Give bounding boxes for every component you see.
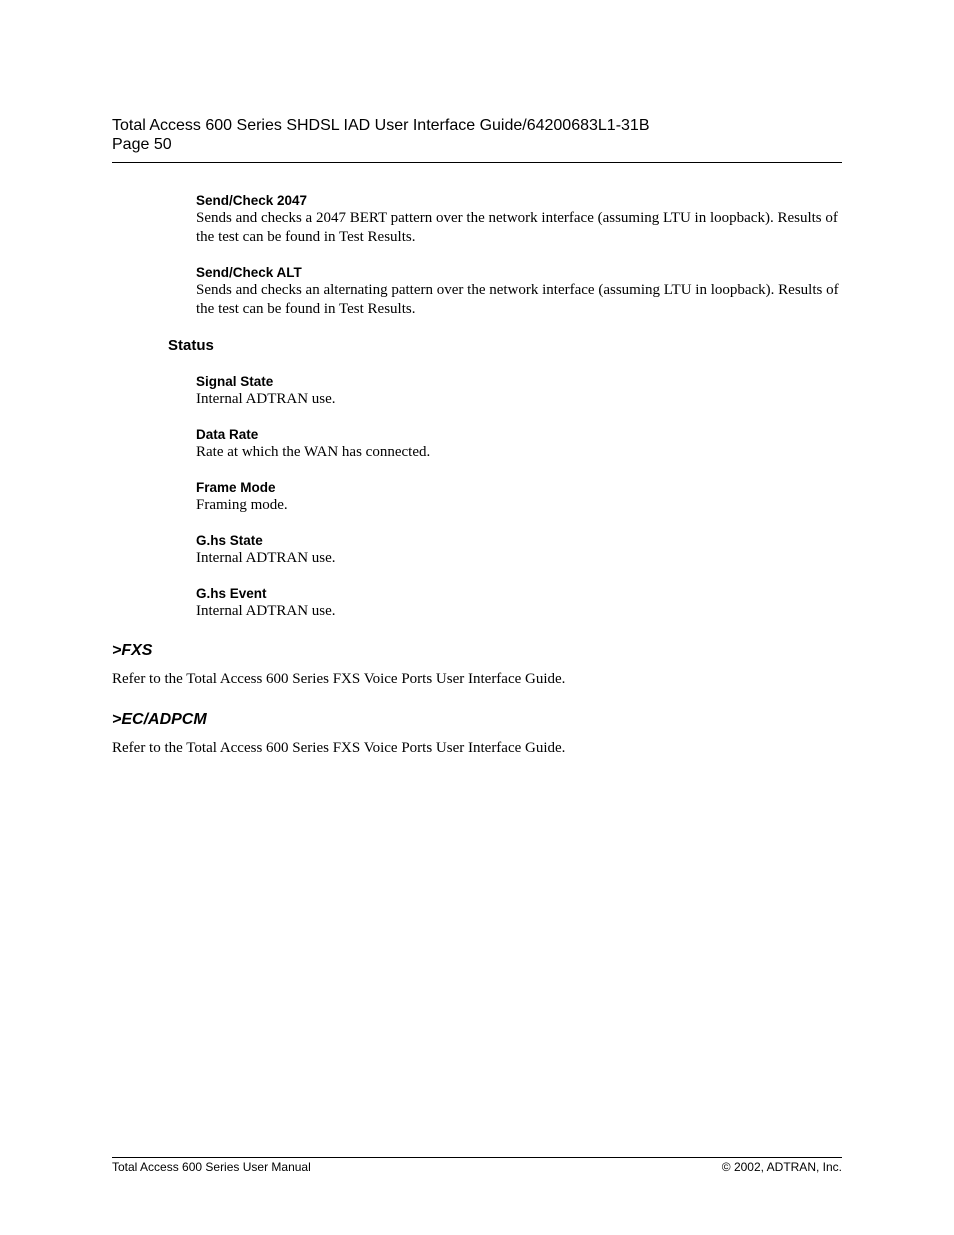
- entry-description: Framing mode.: [196, 497, 288, 513]
- entry-description: Internal ADTRAN use.: [196, 603, 336, 619]
- entry-title: Frame Mode: [196, 480, 276, 495]
- entry-signal-state: [196, 373, 842, 409]
- section-heading-ec-adpcm: >EC/ADPCM: [112, 711, 207, 728]
- entry-data-rate: [196, 426, 842, 462]
- entry-title: Send/Check ALT: [196, 265, 302, 280]
- footer-divider: [112, 1157, 842, 1158]
- page-header: [112, 116, 842, 154]
- entry-description: Sends and checks a 2047 BERT pattern over the network interface (assuming LTU in loopback). Results of the test can be found in Test Results.: [196, 210, 838, 245]
- entry-title: Send/Check 2047: [196, 193, 308, 208]
- entry-description: Sends and checks an alternating pattern over the network interface (assuming LTU in loopback). Results of the test can be found in Test Results.: [196, 282, 839, 317]
- entry-send-check-2047: [196, 192, 842, 247]
- status-heading: Status: [168, 337, 214, 354]
- entry-description: Internal ADTRAN use.: [196, 391, 336, 407]
- footer-copyright: © 2002, ADTRAN, Inc.: [721, 1160, 842, 1174]
- entry-ghs-event: [196, 585, 842, 621]
- entry-title: G.hs State: [196, 533, 263, 548]
- entry-description: Rate at which the WAN has connected.: [196, 444, 431, 460]
- entry-title: Signal State: [196, 374, 274, 389]
- header-divider: [112, 162, 842, 163]
- footer-manual-title: Total Access 600 Series User Manual: [112, 1160, 311, 1174]
- section-text-ec-adpcm: Refer to the Total Access 600 Series FXS Voice Ports User Interface Guide.: [112, 740, 566, 756]
- entry-title: Data Rate: [196, 427, 259, 442]
- entry-frame-mode: [196, 479, 842, 515]
- page-number: Page 50: [112, 136, 172, 153]
- document-title: Total Access 600 Series SHDSL IAD User Interface Guide/64200683L1-31B: [112, 117, 650, 134]
- section-heading-fxs: >FXS: [112, 642, 153, 659]
- entry-ghs-state: [196, 532, 842, 568]
- section-text-fxs: Refer to the Total Access 600 Series FXS Voice Ports User Interface Guide.: [112, 671, 566, 687]
- entry-send-check-alt: [196, 264, 842, 319]
- entry-description: Internal ADTRAN use.: [196, 550, 336, 566]
- entry-title: G.hs Event: [196, 586, 267, 601]
